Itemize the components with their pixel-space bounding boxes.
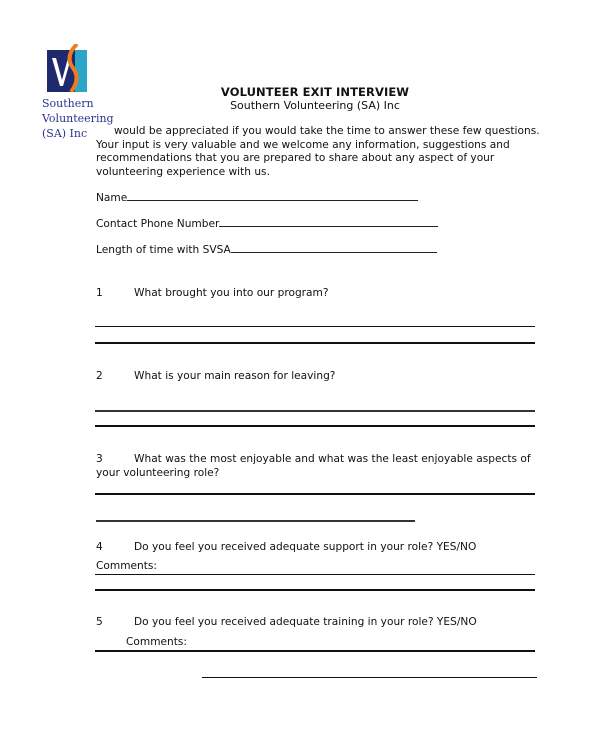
question-4-text: Do you feel you received adequate support in your role? YES/NO [134, 541, 477, 553]
question-4-comments-line-1[interactable] [95, 574, 535, 575]
length-of-time-label: Length of time with SVSA [96, 244, 231, 256]
question-4-number: 4 [96, 541, 103, 553]
question-1-answer-line-2[interactable] [95, 342, 535, 344]
logo-line-3: (SA) Inc [42, 127, 88, 140]
question-2-answer-line-1[interactable] [95, 410, 535, 412]
length-of-time-field[interactable] [96, 242, 437, 256]
logo-line-1: Southern [42, 97, 94, 110]
intro-first-line: would be appreciated if you would take the time to answer these few questions. [114, 125, 540, 137]
intro-body: Your input is very valuable and we welcome any information, suggestions and recommendations that you are prepared to share about any aspect of your volunteering experience with us. [96, 138, 510, 178]
logo-line-2: Volunteering [42, 112, 114, 125]
question-3-text: What was the most enjoyable and what was the least enjoyable aspects of [134, 453, 531, 465]
name-field[interactable] [96, 190, 418, 204]
phone-input-line[interactable] [219, 216, 438, 227]
question-5-comments-line-1[interactable] [95, 650, 535, 652]
length-of-time-input-line[interactable] [231, 242, 437, 253]
question-3-text-continued: your volunteering role? [96, 467, 220, 479]
question-5-comments-label: Comments: [126, 636, 187, 648]
question-1-answer-line-1[interactable] [95, 326, 535, 327]
question-5-number: 5 [96, 616, 103, 628]
question-2-number: 2 [96, 370, 103, 382]
question-4-comments-line-2[interactable] [95, 589, 535, 591]
name-label: Name [96, 192, 128, 204]
question-2-answer-line-2[interactable] [95, 425, 535, 427]
document-title: VOLUNTEER EXIT INTERVIEW [220, 85, 410, 99]
intro-paragraph [96, 125, 541, 179]
question-3-answer-line-2[interactable] [96, 520, 415, 522]
question-4-comments-label: Comments: [96, 560, 157, 572]
question-1-number: 1 [96, 287, 103, 299]
question-3-number: 3 [96, 453, 103, 465]
question-1-text: What brought you into our program? [134, 287, 329, 299]
question-5-text: Do you feel you received adequate training in your role? YES/NO [134, 616, 477, 628]
document-subtitle: Southern Volunteering (SA) Inc [230, 99, 400, 112]
phone-label: Contact Phone Number [96, 218, 220, 230]
question-5-comments-line-2[interactable] [202, 677, 537, 678]
name-input-line[interactable] [127, 190, 418, 201]
question-3-answer-line-1[interactable] [95, 493, 535, 495]
phone-field[interactable] [96, 216, 438, 230]
question-2-text: What is your main reason for leaving? [134, 370, 336, 382]
